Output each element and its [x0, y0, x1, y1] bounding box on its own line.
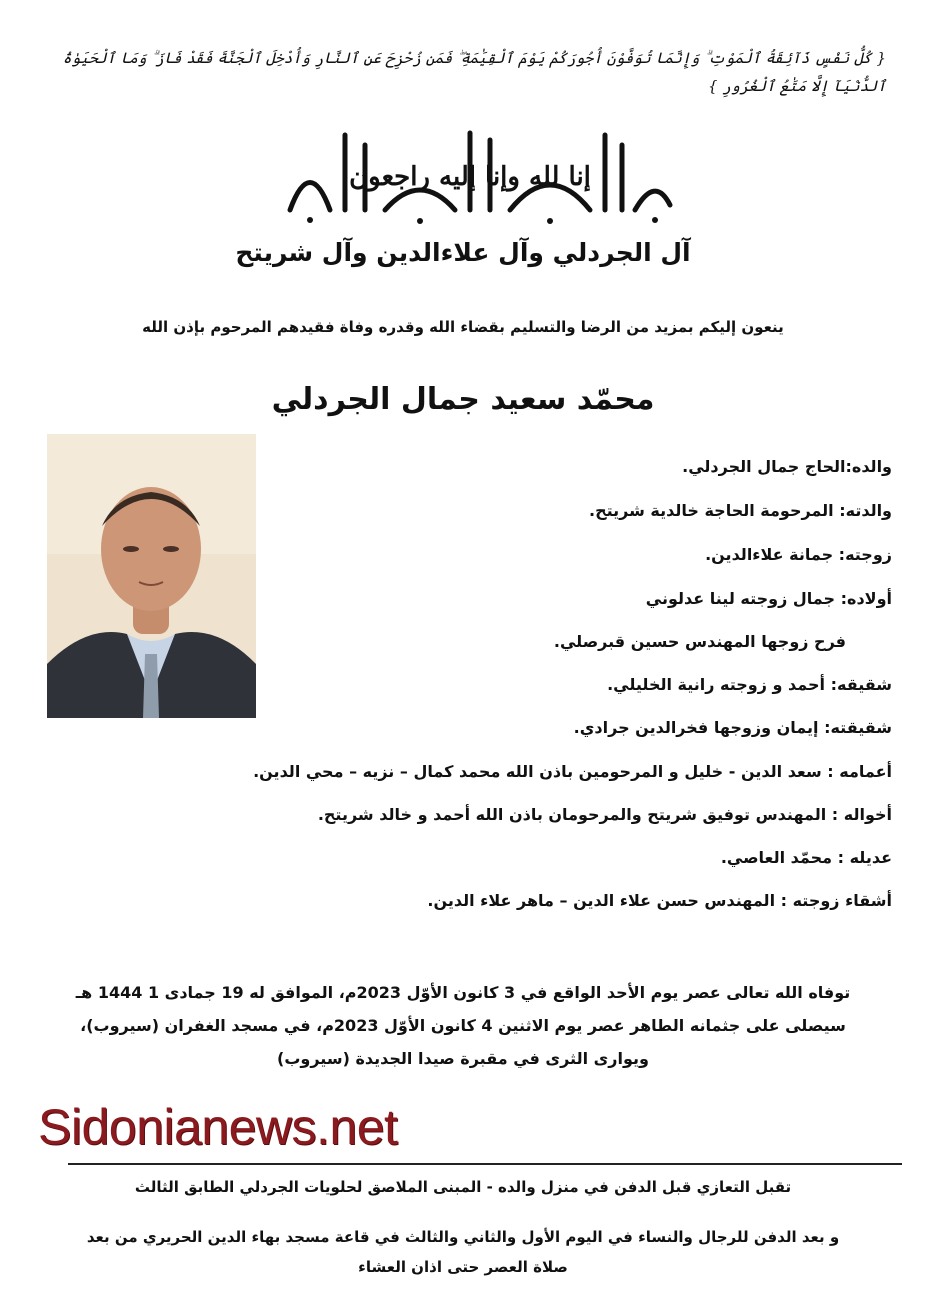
relative-children: أولاده: جمال زوجته لينا عدلوني — [645, 589, 892, 608]
calligraphy-banner — [250, 115, 690, 230]
relative-brother-in-law: عديله : محمّد العاصي. — [720, 848, 892, 867]
relative-paternal-uncles: أعمامه : سعد الدين - خليل و المرحومين باذن الله محمد كمال – نزيه – محي الدين. — [253, 762, 892, 781]
relative-father: والده:الحاج جمال الجردلي. — [682, 457, 892, 476]
quran-verse: { كُلُّ نَفْسٍ ذَآئِقَةُ ٱلْمَوْتِ ۗ وَإِنَّمَا تُوَفَّوْنَ أُجُورَكُمْ يَوْمَ ٱلْقِيَٰمَةِ ۖ فَمَن زُحْزِحَ عَنِ ٱلنَّارِ وَأُدْخِلَ ٱلْجَنَّةَ فَقَدْ فَازَ ۗ وَمَا ٱلْحَيَوٰةُ ٱلدُّنْيَآ إِلَّا مَتَٰعُ ٱلْغُرُورِ } — [62, 49, 886, 95]
condolence-after-burial-line1: و بعد الدفن للرجال والنساء في اليوم الأول والثاني والثالث في قاعة مسجد بهاء الدين الحريري من بعد — [86, 1228, 840, 1246]
condolence-after-burial — [40, 1222, 886, 1282]
condolence-before-burial: تقبل التعازي قبل الدفن في منزل والده - المبنى الملاصق لحلويات الجردلي الطابق الثالث — [134, 1178, 792, 1196]
funeral-details — [40, 976, 886, 1075]
relative-brother: شقيقه: أحمد و زوجته رانية الخليلي. — [607, 675, 892, 694]
relative-wife-brothers: أشقاء زوجته : المهندس حسن علاء الدين – ماهر علاء الدين. — [427, 891, 892, 910]
burial-line: ويوارى الثرى في مقبرة صيدا الجديدة (سيروب) — [277, 1049, 649, 1068]
prayer-line: سيصلى على جثمانه الطاهر عصر يوم الاثنين 4 كانون الأوّل 2023م، في مسجد الغفران (سيروب)، — [80, 1016, 846, 1035]
section-divider — [68, 1163, 902, 1165]
families-heading: آل الجردلي وآل علاءالدين وآل شريتح — [235, 238, 691, 267]
relative-sister: شقيقته: إيمان وزوجها فخرالدين جرادي. — [573, 718, 892, 737]
relative-mother: والدته: المرحومة الحاجة خالدية شريتح. — [588, 501, 892, 520]
condolence-after-burial-line2: صلاة العصر حتى اذان العشاء — [358, 1258, 568, 1276]
calligraphy-text: إنا لله وإنا إليه راجعون — [349, 162, 591, 192]
announcement-intro: ينعون إليكم بمزيد من الرضا والتسليم بقضاء الله وقدره وفاة فقيدهم المرحوم بإذن الله — [142, 318, 784, 336]
relative-wife: زوجته: جمانة علاءالدين. — [705, 545, 892, 564]
calligraphy-ornament — [250, 115, 690, 230]
relative-maternal-uncles: أخواله : المهندس توفيق شريتح والمرحومان باذن الله أحمد و خالد شريتح. — [317, 805, 892, 824]
deceased-photo — [47, 434, 256, 718]
death-date-line: توفاه الله تعالى عصر يوم الأحد الواقع في 3 كانون الأوّل 2023م، الموافق له 19 جمادى 1 1444 هـ — [75, 983, 851, 1002]
deceased-name: محمّد سعيد جمال الجردلي — [271, 382, 655, 417]
relative-children-cont: فرح زوجها المهندس حسين قبرصلي. — [553, 632, 846, 651]
site-watermark: Sidonianews.net — [38, 1099, 398, 1155]
